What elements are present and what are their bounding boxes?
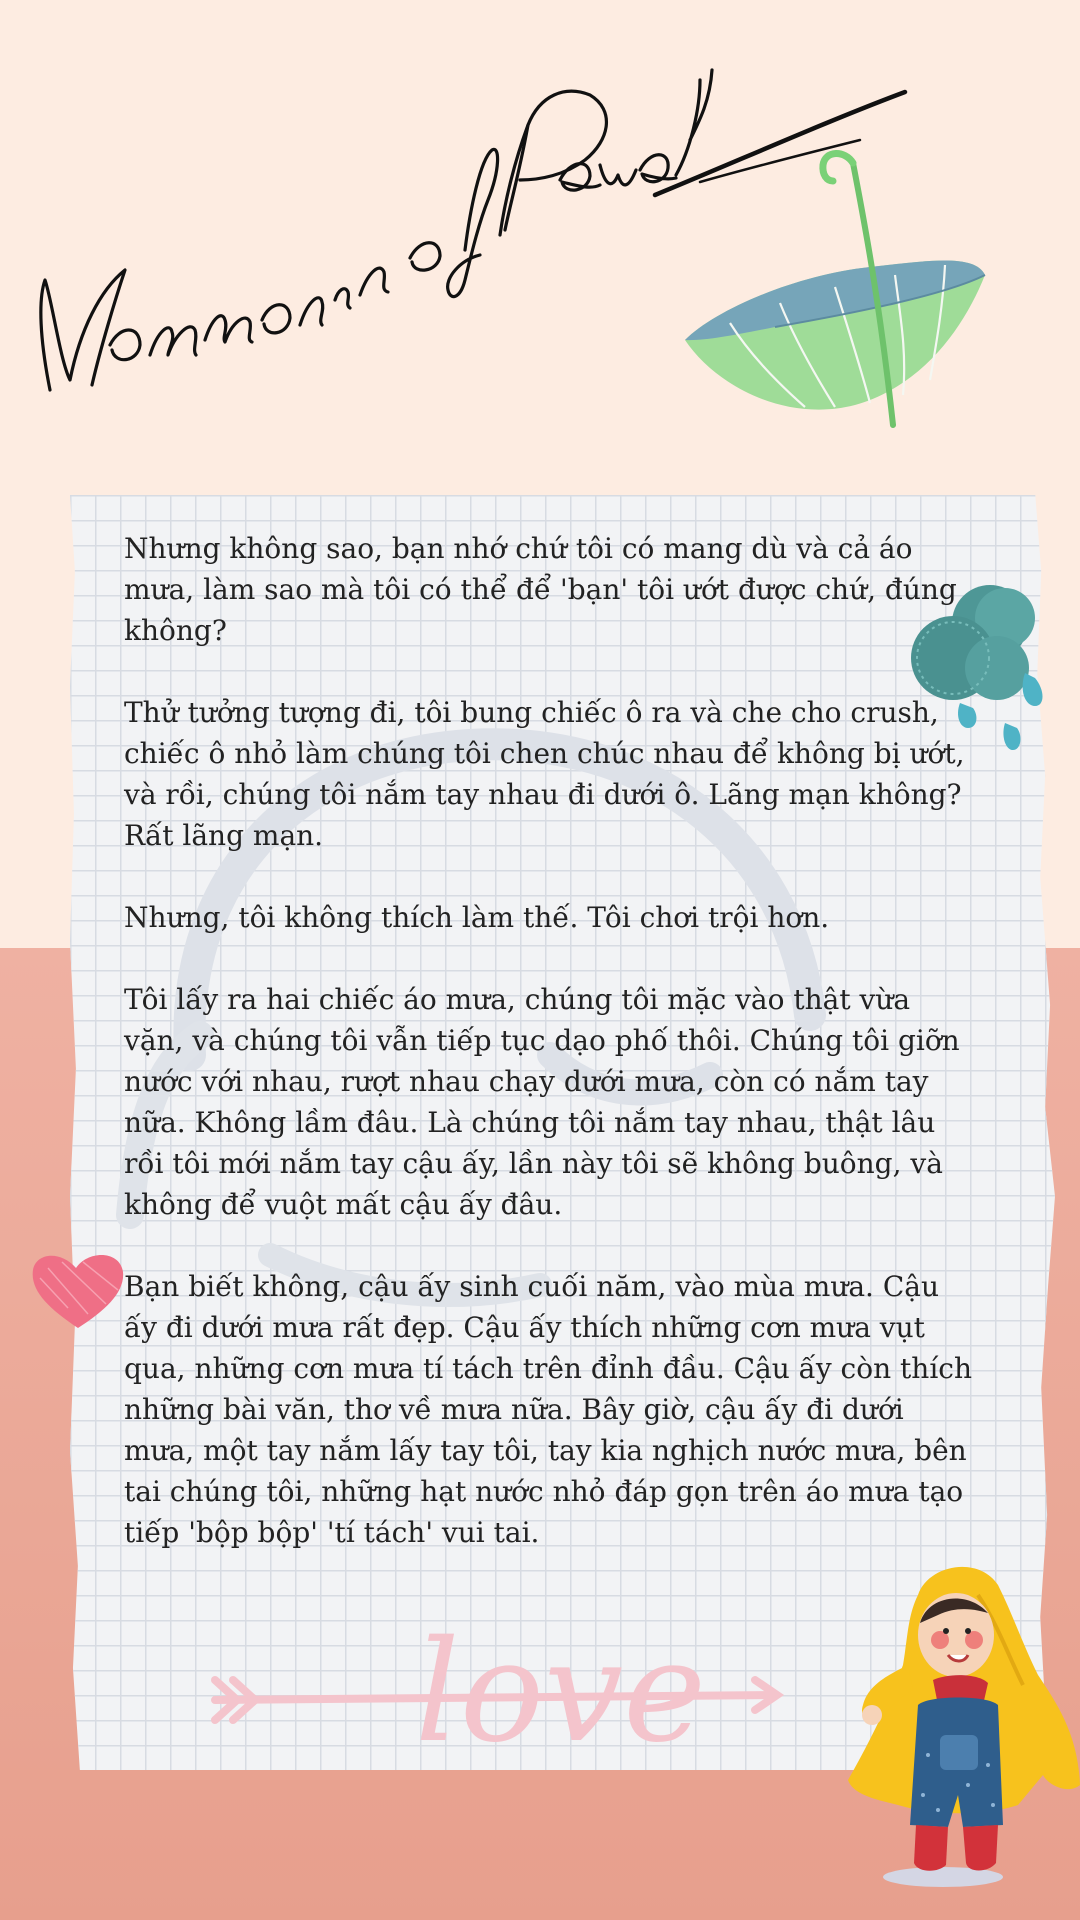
- paragraph-4: Tôi lấy ra hai chiếc áo mưa, chúng tôi mặc vào thật vừa vặn, và chúng tôi vẫn tiếp tục dạo phố thôi. Chúng tôi giỡn nước với nhau, rượt nhau chạy dưới mưa, còn có nắm tay nữa. Không lầm đâu. Là chúng tôi nắm tay nhau, thật lâu rồi tôi mới nắm tay cậu ấy, lần này tôi sẽ không buông, và không để vuột mất cậu ấy đâu.: [124, 983, 960, 1221]
- heart-icon: [28, 1248, 128, 1333]
- love-word: love: [415, 1611, 707, 1765]
- paragraph-2: Thử tưởng tượng đi, tôi bung chiếc ô ra và che cho crush, chiếc ô nhỏ làm chúng tôi chen chúc nhau để không bị ướt, và rồi, chúng tôi nắm tay nhau đi dưới ô. Lãng mạn không? Rất lãng mạn.: [124, 696, 965, 852]
- paragraph-1: Nhưng không sao, bạn nhớ chứ tôi có mang dù và cả áo mưa, làm sao mà tôi có thể để 'bạn' tôi ướt được chứ, đúng không?: [124, 532, 957, 647]
- love-arrow-icon: [205, 1595, 785, 1765]
- story-text: [124, 528, 974, 1594]
- rain-cloud-icon: [905, 578, 1055, 763]
- paragraph-3: Nhưng, tôi không thích làm thế. Tôi chơi trội hơn.: [124, 901, 830, 934]
- girl-in-raincoat-icon: [848, 1555, 1080, 1895]
- umbrella-icon: [675, 145, 995, 430]
- paragraph-5: Bạn biết không, cậu ấy sinh cuối năm, vào mùa mưa. Cậu ấy đi dưới mưa rất đẹp. Cậu ấy thích những cơn mưa vụt qua, những cơn mưa tí tách trên đỉnh đầu. Cậu ấy còn thích những bài văn, thơ về mưa nữa. Bây giờ, cậu ấy đi dưới mưa, một tay nắm lấy tay tôi, tay kia nghịch nước mưa, bên tai chúng tôi, những hạt nước nhỏ đáp gọn trên áo mưa tạo tiếp 'bộp bộp' 'tí tách' vui tai.: [124, 1270, 972, 1549]
